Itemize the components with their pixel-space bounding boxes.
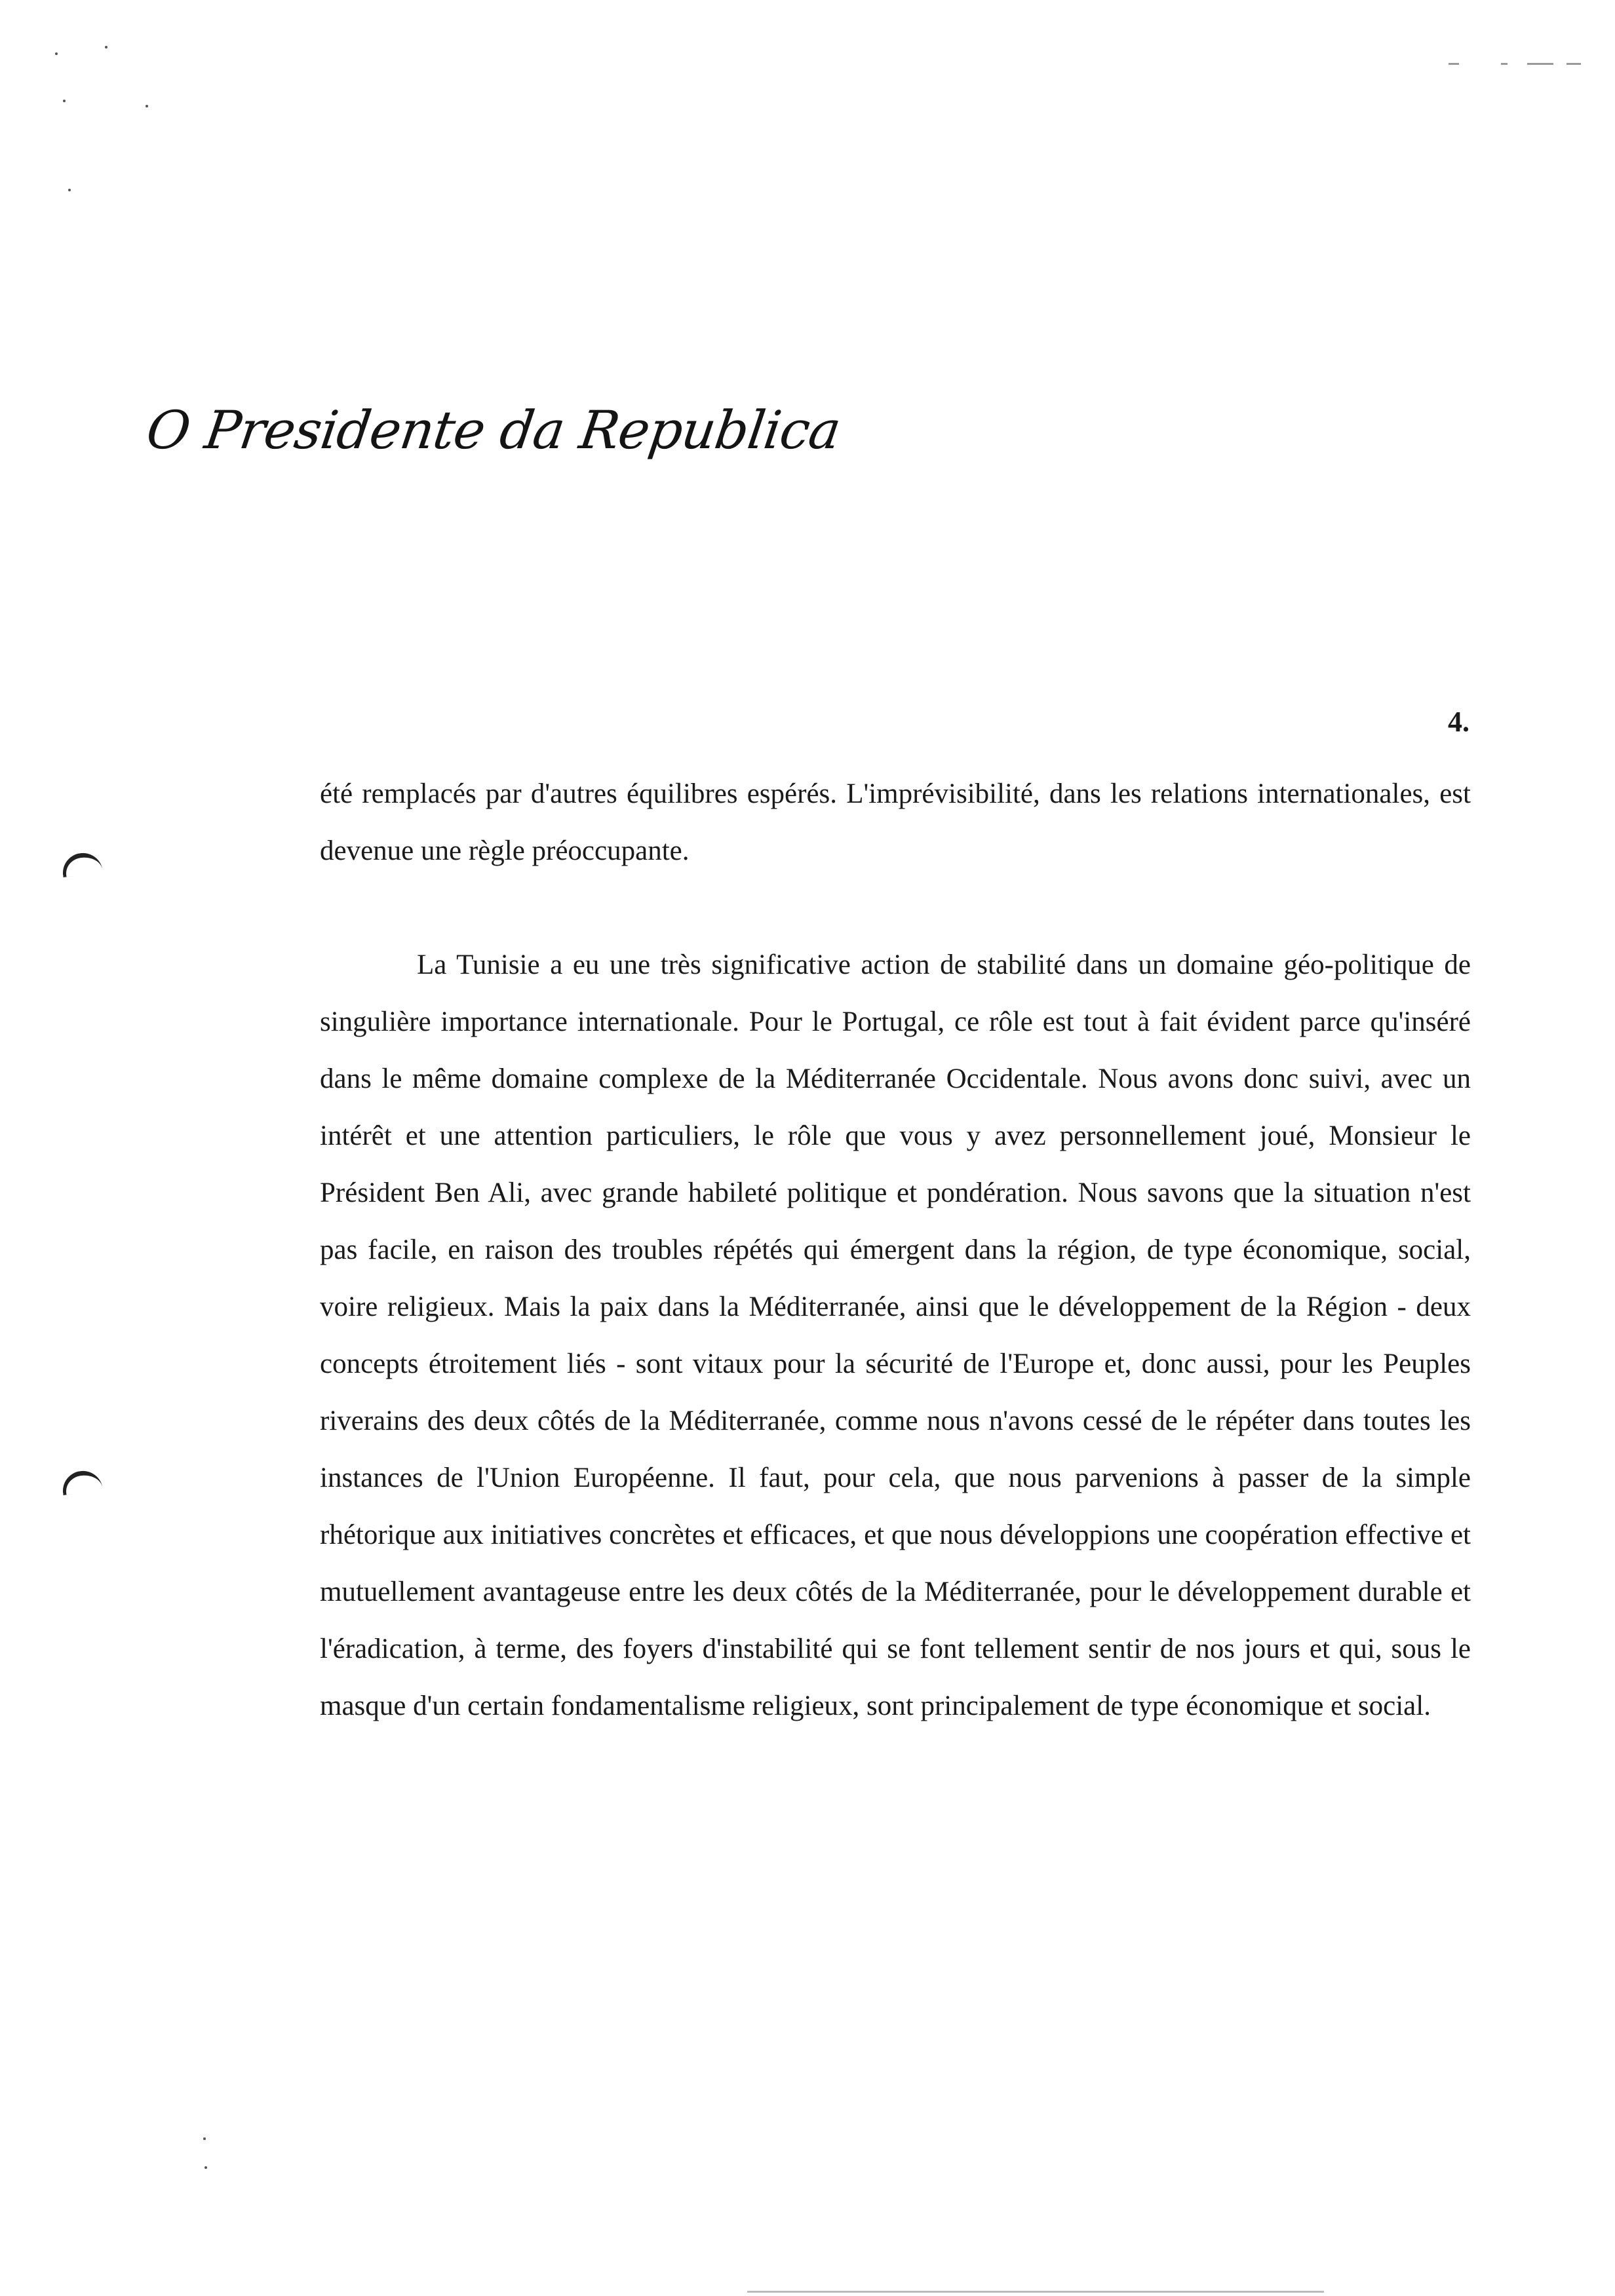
document-body (320, 765, 1471, 1734)
scan-speck (203, 2137, 206, 2140)
page-number: 4. (1448, 706, 1469, 738)
scan-speck (68, 189, 71, 191)
paragraph: La Tunisie a eu une très significative action de stabilité dans un domaine géo-politique de singulière importance internationale. Pour le Portugal, ce rôle est tout à fait évident parce qu'inséré dans le même domaine complexe de la Méditerranée Occidentale. Nous avons donc suivi, avec un intérêt et une attention particuliers, le rôle que vous y avez personnellement joué, Monsieur le Président Ben Ali, avec grande habileté politique et pondération. Nous savons que la situation n'est pas facile, en raison des troubles répétés qui émergent dans la région, de type économique, social, voire religieux. Mais la paix dans la Méditerranée, ainsi que le développement de la Région - deux concepts étroitement liés - sont vitaux pour la sécurité de l'Europe et, donc aussi, pour les Peuples riverains des deux côtés de la Méditerranée, comme nous n'avons cessé de le répéter dans toutes les instances de l'Union Européenne. Il faut, pour cela, que nous parvenions à passer de la simple rhétorique aux initiatives concrètes et efficaces, et que nous développions une coopération effective et mutuellement avantageuse entre les deux côtés de la Méditerranée, pour le développement durable et l'éradication, à terme, des foyers d'instabilité qui se font tellement sentir de nos jours et qui, sous le masque d'un certain fondamentalisme religieux, sont principalement de type économique et social. (320, 949, 1471, 1721)
scan-speck (146, 105, 148, 107)
punch-hole-mark (60, 851, 103, 877)
scan-dash (1566, 63, 1581, 65)
scan-dash (747, 2291, 1324, 2293)
scan-speck (105, 46, 107, 48)
paragraph-continued: été remplacés par d'autres équilibres espérés. L'imprévisibilité, dans les relations internationales, est devenue une règle préoccupante. (320, 778, 1471, 866)
scan-dash (1527, 63, 1553, 65)
scan-speck (63, 100, 66, 102)
scan-dash (1449, 63, 1459, 65)
scan-speck (55, 52, 58, 55)
punch-hole-mark (60, 1468, 103, 1495)
scan-speck (204, 2166, 207, 2169)
scan-dash (1501, 63, 1508, 65)
letterhead-title: O Presidente da Republica (143, 400, 844, 461)
